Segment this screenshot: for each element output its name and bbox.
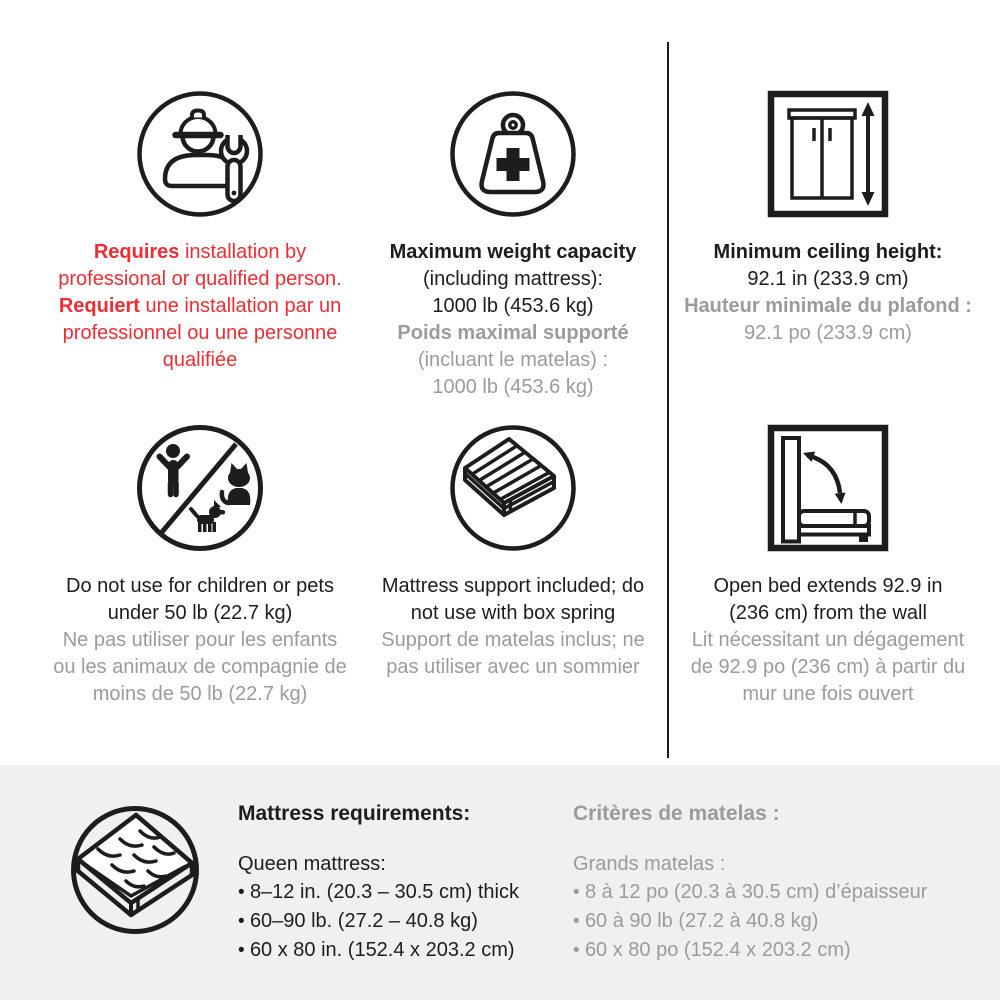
bullet-item — [238, 878, 568, 907]
openbed-fr-line3: mur une fois ouvert — [742, 683, 914, 705]
support-fr-line2: pas utiliser avec un sommier — [386, 656, 640, 678]
info-block-ceiling — [673, 88, 983, 347]
info-block-installation — [40, 88, 360, 374]
weight-text — [358, 239, 668, 401]
weight-fr-title: Poids maximal supporté — [397, 322, 629, 344]
mattress-requirements-heading-fr: Critères de matelas : — [573, 802, 780, 825]
openbed-fr-line1: Lit nécessitant un dégagement — [691, 629, 965, 651]
worker-wrench-icon — [135, 89, 265, 219]
ceiling-height-arrow-icon — [763, 88, 893, 220]
weight-en-line2: (including mattress): — [422, 268, 604, 290]
info-block-children-pets — [40, 422, 360, 708]
bullet-text: 60 à 90 lb (27.2 à 40.8 kg) — [584, 910, 819, 932]
icon-wrap — [40, 422, 360, 554]
installation-fr-rest: une installation par un — [139, 295, 342, 317]
open-bed-arrow-icon — [763, 422, 893, 554]
weight-fr-line3: 1000 lb (453.6 kg) — [432, 376, 594, 398]
openbed-fr-line2: de 92.9 po (236 cm) à partir du — [690, 656, 966, 678]
icon-wrap — [673, 88, 983, 220]
children-en-line2: under 50 lb (22.7 kg) — [107, 602, 293, 624]
support-text — [358, 573, 668, 681]
children-en-line1: Do not use for children or pets — [66, 575, 334, 597]
installation-fr-line2: professionnel ou une personne — [62, 322, 338, 344]
icon-wrap — [358, 88, 668, 220]
no-children-pets-icon — [135, 423, 265, 553]
mattress-requirements-en — [238, 802, 568, 965]
installation-fr-line3: qualifiée — [162, 349, 238, 371]
bullet-text: 8 à 12 po (20.3 à 30.5 cm) d’épaisseur — [584, 881, 928, 903]
weight-fr-line2: (incluant le matelas) : — [417, 349, 609, 371]
installation-en-bold: Requires — [93, 241, 180, 263]
openbed-text — [673, 573, 983, 708]
installation-en-rest: installation by — [179, 241, 307, 263]
bullet-text: 60 x 80 in. (152.4 x 203.2 cm) — [249, 939, 515, 961]
info-block-weight — [358, 88, 668, 401]
icon-wrap — [40, 88, 360, 220]
info-block-support — [358, 422, 668, 681]
mattress-requirements-section — [0, 765, 1000, 1000]
mattress-requirements-heading-en: Mattress requirements: — [238, 802, 471, 825]
info-block-openbed — [673, 422, 983, 708]
children-text — [40, 573, 360, 708]
installation-en-line2: professional or qualified person. — [58, 268, 342, 290]
bullet-item — [573, 878, 993, 907]
bullet-item — [573, 936, 993, 965]
mattress-size-subheading-fr: Grands matelas : — [573, 853, 726, 875]
bullet-item — [573, 907, 993, 936]
mattress-requirements-fr — [573, 802, 993, 965]
support-en-line2: not use with box spring — [410, 602, 616, 624]
bullet-item — [238, 936, 568, 965]
ceiling-fr-line2: 92.1 po (233.9 cm) — [744, 322, 912, 344]
bullet-text: 60–90 lb. (27.2 – 40.8 kg) — [249, 910, 478, 932]
ceiling-text — [673, 239, 983, 347]
bullet-text: 8–12 in. (20.3 – 30.5 cm) thick — [249, 881, 519, 903]
support-fr-line1: Support de matelas inclus; ne — [381, 629, 645, 651]
weight-en-title: Maximum weight capacity — [389, 241, 637, 263]
slatted-base-icon — [448, 423, 578, 553]
icon-wrap — [68, 803, 202, 937]
ceiling-en-line2: 92.1 in (233.9 cm) — [747, 268, 909, 290]
children-fr-line2: ou les animaux de compagnie de — [53, 656, 347, 678]
ceiling-en-title: Minimum ceiling height: — [713, 241, 943, 263]
support-en-line1: Mattress support included; do — [381, 575, 645, 597]
openbed-en-line1: Open bed extends 92.9 in — [713, 575, 943, 597]
mattress-size-subheading-en: Queen mattress: — [238, 853, 386, 875]
installation-fr-bold: Requiert — [58, 295, 140, 317]
tufted-mattress-icon — [68, 803, 202, 937]
openbed-en-line2: (236 cm) from the wall — [729, 602, 927, 624]
ceiling-fr-title: Hauteur minimale du plafond : — [684, 295, 972, 317]
installation-text — [40, 239, 360, 374]
bullet-text: 60 x 80 po (152.4 x 203.2 cm) — [584, 939, 851, 961]
children-fr-line3: moins de 50 lb (22.7 kg) — [92, 683, 308, 705]
icon-wrap — [673, 422, 983, 554]
icon-wrap — [358, 422, 668, 554]
weight-en-line3: 1000 lb (453.6 kg) — [432, 295, 594, 317]
children-fr-line1: Ne pas utiliser pour les enfants — [62, 629, 338, 651]
weight-plus-icon — [448, 89, 578, 219]
bullet-item — [238, 907, 568, 936]
